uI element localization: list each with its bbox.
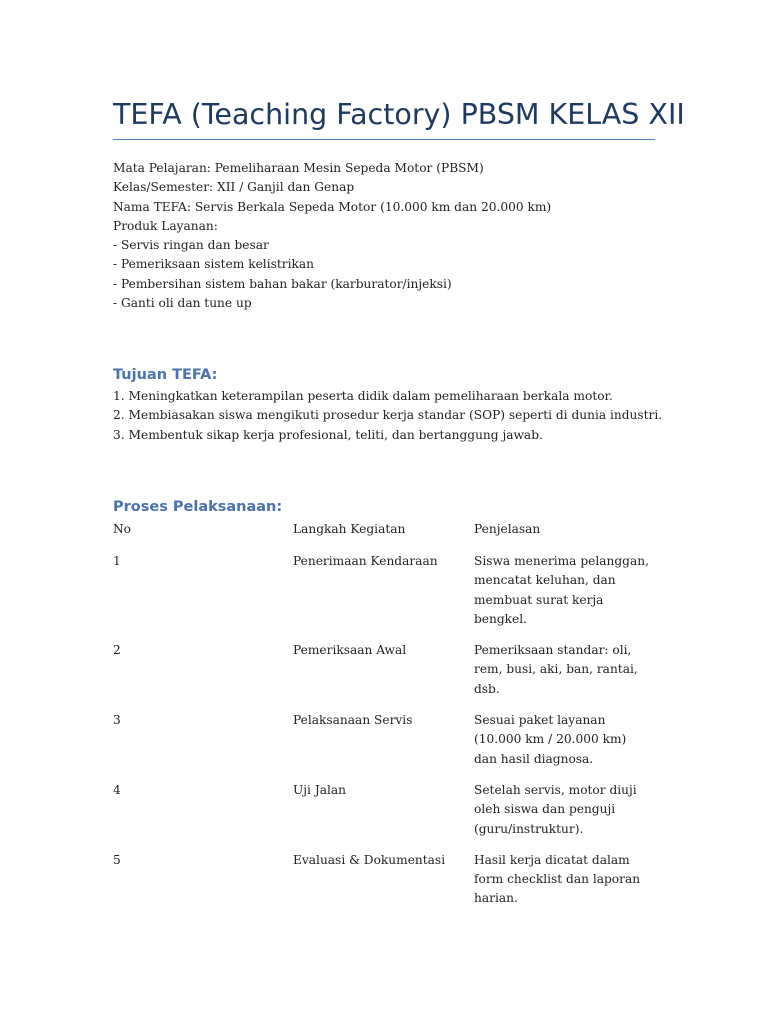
cell-desc-line: rem, busi, aki, ban, rantai,: [474, 662, 638, 677]
table-row: [113, 711, 673, 769]
info-line-product: - Pembersihan sistem bahan bakar (karburator/injeksi): [113, 276, 452, 291]
cell-step: Penerimaan Kendaraan: [293, 554, 438, 568]
cell-desc: [474, 641, 654, 699]
cell-desc: [474, 781, 654, 839]
table-row: [113, 552, 673, 629]
cell-step: Pelaksanaan Servis: [293, 713, 413, 728]
cell-desc-line: harian.: [474, 891, 518, 906]
cell-desc-line: Hasil kerja dicatat dalam: [474, 852, 630, 867]
info-line-subject: Mata Pelajaran: Pemeliharaan Mesin Sepeda Motor (PBSM): [113, 161, 484, 175]
cell-no: 4: [113, 782, 121, 797]
cell-no: 2: [113, 643, 121, 658]
cell-desc-line: dsb.: [474, 681, 500, 696]
info-line-product: - Servis ringan dan besar: [113, 238, 269, 253]
table-row: [113, 851, 673, 909]
tujuan-item: 3. Membentuk sikap kerja profesional, teliti, dan bertanggung jawab.: [113, 427, 543, 442]
cell-step: Evaluasi & Dokumentasi: [293, 852, 446, 867]
info-line-tefa-name: Nama TEFA: Servis Berkala Sepeda Motor (10.000 km dan 20.000 km): [113, 199, 552, 214]
table-header-row: [113, 520, 673, 552]
cell-no: 3: [113, 713, 121, 728]
cell-desc: [474, 552, 654, 629]
tujuan-heading: Tujuan TEFA:: [113, 367, 218, 383]
info-line-class: Kelas/Semester: XII / Ganjil dan Genap: [113, 180, 355, 195]
cell-desc: [474, 851, 654, 909]
cell-desc-line: bengkel.: [474, 611, 528, 626]
cell-no: 5: [113, 852, 121, 867]
proses-heading: Proses Pelaksanaan:: [113, 499, 283, 515]
proses-table: [113, 520, 673, 921]
column-header-no: No: [113, 522, 132, 536]
info-line-product: - Ganti oli dan tune up: [113, 296, 252, 311]
column-header-desc: Penjelasan: [474, 522, 541, 536]
cell-no: 1: [113, 554, 121, 568]
title-underline: [113, 139, 655, 140]
info-line-products-label: Produk Layanan:: [113, 218, 218, 233]
table-row: [113, 641, 673, 699]
cell-desc-line: oleh siswa dan penguji: [474, 802, 616, 817]
tujuan-item: 1. Meningkatkan keterampilan peserta didik dalam pemeliharaan berkala motor.: [113, 389, 613, 403]
tujuan-item: 2. Membiasakan siswa mengikuti prosedur kerja standar (SOP) seperti di dunia industri.: [113, 408, 663, 423]
cell-desc-line: (10.000 km / 20.000 km): [474, 732, 627, 747]
cell-desc-line: Setelah servis, motor diuji: [474, 782, 637, 797]
cell-desc-line: Siswa menerima pelanggan,: [474, 554, 649, 568]
tujuan-list: [113, 387, 673, 445]
cell-desc-line: membuat surat kerja: [474, 592, 604, 607]
info-line-product: - Pemeriksaan sistem kelistrikan: [113, 257, 314, 272]
cell-desc-line: dan hasil diagnosa.: [474, 751, 594, 766]
cell-desc: [474, 711, 654, 769]
cell-desc-line: Pemeriksaan standar: oli,: [474, 643, 632, 658]
cell-desc-line: form checklist dan laporan: [474, 872, 641, 887]
info-block: [113, 159, 673, 313]
cell-step: Pemeriksaan Awal: [293, 643, 407, 658]
cell-desc-line: Sesuai paket layanan: [474, 713, 606, 728]
column-header-step: Langkah Kegiatan: [293, 522, 406, 536]
cell-desc-line: mencatat keluhan, dan: [474, 573, 616, 588]
table-row: [113, 781, 673, 839]
cell-desc-line: (guru/instruktur).: [474, 821, 584, 836]
cell-step: Uji Jalan: [293, 782, 346, 797]
document-title: TEFA (Teaching Factory) PBSM KELAS XII: [113, 98, 685, 131]
